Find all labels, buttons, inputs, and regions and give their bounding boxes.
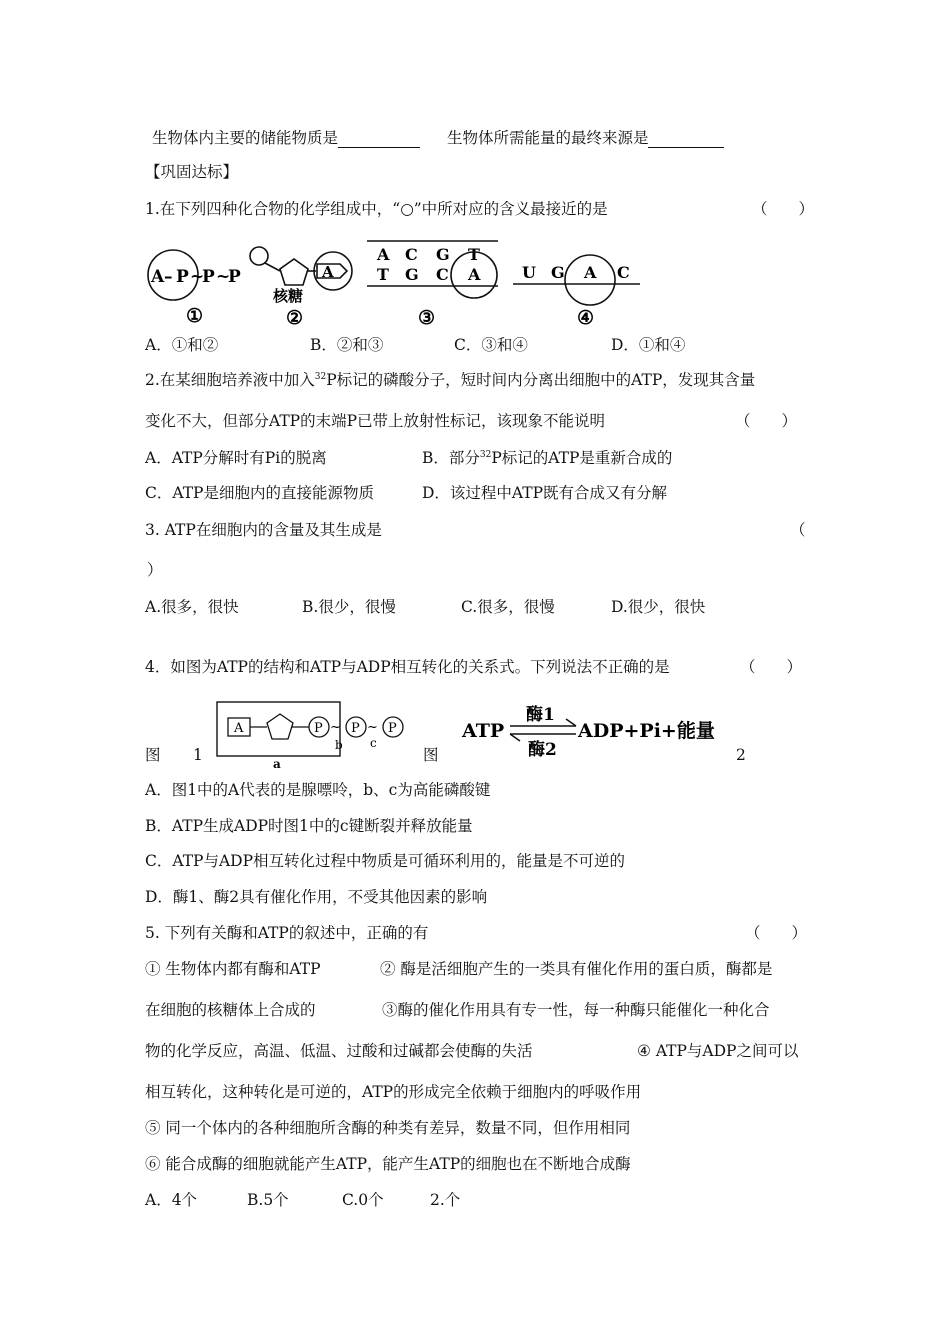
q5-option-a[interactable]: A．4个 bbox=[145, 1191, 198, 1209]
q4-struct-p2: P bbox=[351, 721, 360, 736]
q2-stem-line1 bbox=[145, 370, 755, 390]
q3-paren-close: ） bbox=[147, 561, 163, 579]
top-line bbox=[152, 128, 724, 148]
q5-s2b: 在细胞的核糖体上合成的 bbox=[145, 1001, 316, 1019]
q5-statement-line1 bbox=[145, 959, 773, 979]
q5-options bbox=[145, 1190, 461, 1210]
svg-text:~: ~ bbox=[216, 267, 231, 287]
q4-option-a[interactable]: A．图1中的A代表的是腺嘌呤，b、c为高能磷酸键 bbox=[145, 781, 491, 799]
energy-blank[interactable] bbox=[648, 131, 724, 148]
svg-text:–: – bbox=[164, 267, 173, 287]
q4-fig1-structure bbox=[215, 698, 415, 770]
fig1-atp-formula bbox=[148, 250, 241, 327]
q5-statement-line5: ⑤ 同一个体内的各种细胞所含酶的种类有差异，数量不同，但作用相同 bbox=[145, 1119, 631, 1137]
q2-option-c[interactable]: C．ATP是细胞内的直接能源物质 bbox=[145, 484, 374, 502]
q2-option-b-post: P标记的ATP是重新合成的 bbox=[491, 449, 673, 467]
q4-struct-b: b bbox=[335, 738, 343, 752]
q4-struct-p3: P bbox=[388, 721, 397, 736]
equation-right: ADP+Pi+能量 bbox=[578, 720, 715, 742]
q4-struct-a: a bbox=[273, 757, 281, 770]
q5-option-b[interactable]: B.5个 bbox=[247, 1191, 289, 1209]
q4-struct-p1: P bbox=[314, 721, 323, 736]
q5-option-d[interactable]: 2.个 bbox=[430, 1191, 461, 1209]
fig3-bot-2: C bbox=[436, 265, 449, 284]
fig3-label: ③ bbox=[418, 307, 436, 329]
q5-statement-line4: 相互转化，这种转化是可逆的，ATP的形成完全依赖于细胞内的呼吸作用 bbox=[145, 1083, 642, 1101]
fig1-label: ① bbox=[186, 305, 204, 327]
fig1-p2: P bbox=[202, 267, 215, 287]
fig4-3: C bbox=[617, 263, 630, 282]
q3-option-d[interactable]: D.很少，很快 bbox=[611, 598, 706, 616]
q1-option-a[interactable]: A．①和② bbox=[145, 336, 219, 354]
q2-option-a[interactable]: A．ATP分解时有Pi的脱离 bbox=[145, 449, 327, 467]
q5-statement-line6: ⑥ 能合成酶的细胞就能产生ATP，能产生ATP的细胞也在不断地合成酶 bbox=[145, 1155, 631, 1173]
q2-stem-a: 2.在某细胞培养液中加入 bbox=[145, 371, 315, 389]
fig4-label: ④ bbox=[577, 307, 595, 329]
fig3-top-3: T bbox=[468, 245, 480, 264]
q5-s2a: ② 酶是活细胞产生的一类具有催化作用的蛋白质，酶都是 bbox=[380, 960, 773, 978]
fig2-sugar-label: 核糖 bbox=[273, 287, 304, 305]
fig2-label: ② bbox=[286, 307, 304, 329]
q5-s4a: ④ ATP与ADP之间可以 bbox=[637, 1042, 799, 1060]
fig1-p3: P bbox=[228, 267, 241, 287]
q4-fig1-num: 1 bbox=[193, 746, 203, 764]
fig4-2: A bbox=[584, 263, 597, 282]
fig3-bot-0: T bbox=[377, 265, 389, 284]
q1-stem: 1.在下列四种化合物的化学组成中，“○”中所对应的含义最接近的是 bbox=[145, 200, 608, 218]
q5-stem: 5. 下列有关酶和ATP的叙述中，正确的有 bbox=[145, 924, 429, 942]
fig3-top-2: G bbox=[436, 245, 450, 264]
q2-paren: （ ） bbox=[735, 412, 798, 430]
q3-stem: 3. ATP在细胞内的含量及其生成是 bbox=[145, 521, 382, 539]
q3-option-b[interactable]: B.很少，很慢 bbox=[302, 598, 396, 616]
equation-left: ATP bbox=[462, 720, 505, 742]
fig2-base: A bbox=[322, 263, 334, 281]
q1-figures bbox=[140, 233, 660, 333]
q1-options bbox=[145, 335, 686, 355]
fig3-top-1: C bbox=[405, 245, 418, 264]
fig4-0: U bbox=[522, 263, 536, 282]
q3-option-c[interactable]: C.很多，很慢 bbox=[461, 598, 555, 616]
fig4-1: G bbox=[551, 263, 565, 282]
q2-stem-b: P标记的磷酸分子，短时间内分离出细胞中的ATP，发现其含量 bbox=[326, 371, 756, 389]
fig3-dna bbox=[367, 241, 498, 329]
q1-option-c[interactable]: C．③和④ bbox=[454, 336, 528, 354]
q3-paren-open: （ bbox=[790, 521, 806, 539]
q4-struct-tilde1: ~ bbox=[330, 720, 341, 735]
q5-s3b: 物的化学反应，高温、低温、过酸和过碱都会使酶的失活 bbox=[145, 1042, 533, 1060]
q1-option-d[interactable]: D．①和④ bbox=[611, 336, 686, 354]
svg-text:~: ~ bbox=[190, 267, 205, 287]
fig4-rna bbox=[513, 255, 640, 329]
storage-label: 生物体内主要的储能物质是 bbox=[152, 129, 339, 147]
q3-options bbox=[145, 597, 706, 617]
q1-paren: （ ） bbox=[752, 200, 815, 218]
q4-fig2-equation bbox=[458, 700, 728, 760]
q5-statement-line3 bbox=[145, 1041, 799, 1061]
q4-struct-base: A bbox=[234, 721, 244, 736]
fig2-nucleotide bbox=[250, 247, 352, 329]
q5-s1: ① 生物体内都有酶和ATP bbox=[145, 960, 321, 978]
equation-enzyme1: 酶1 bbox=[526, 705, 555, 725]
fig1-p1: P bbox=[176, 267, 189, 287]
section-title: 【巩固达标】 bbox=[145, 163, 239, 181]
q2-option-b[interactable] bbox=[422, 448, 672, 468]
q4-fig1-word: 图 bbox=[145, 746, 161, 764]
fig3-bot-3: A bbox=[468, 265, 481, 284]
q4-option-d[interactable]: D．酶1、酶2具有催化作用，不受其他因素的影响 bbox=[145, 888, 488, 906]
fig3-top-0: A bbox=[377, 245, 390, 264]
q2-option-b-sup: 32 bbox=[479, 449, 492, 460]
q4-stem: 4．如图为ATP的结构和ATP与ADP相互转化的关系式。下列说法不正确的是 bbox=[145, 658, 670, 676]
q4-option-b[interactable]: B．ATP生成ADP时图1中的c键断裂并释放能量 bbox=[145, 817, 473, 835]
q3-option-a[interactable]: A.很多，很快 bbox=[145, 598, 239, 616]
q4-fig2-word: 图 bbox=[423, 746, 439, 764]
q2-stem-line2: 变化不大，但部分ATP的末端P已带上放射性标记，该现象不能说明 bbox=[145, 412, 606, 430]
q4-struct-c: c bbox=[370, 736, 377, 750]
q1-option-b[interactable]: B．②和③ bbox=[310, 336, 384, 354]
q5-statement-line2 bbox=[145, 1000, 770, 1020]
q5-s3a: ③酶的催化作用具有专一性，每一种酶只能催化一种化合 bbox=[382, 1001, 770, 1019]
q4-struct-tilde2: ~ bbox=[367, 720, 378, 735]
q4-option-c[interactable]: C．ATP与ADP相互转化过程中物质是可循环利用的，能量是不可逆的 bbox=[145, 852, 626, 870]
equation-enzyme2: 酶2 bbox=[528, 740, 557, 760]
storage-blank[interactable] bbox=[338, 131, 420, 148]
q2-option-d[interactable]: D．该过程中ATP既有合成又有分解 bbox=[422, 484, 668, 502]
fig1-a: A bbox=[151, 267, 165, 287]
q4-fig2-num: 2 bbox=[736, 746, 746, 764]
fig3-bot-1: G bbox=[405, 265, 419, 284]
q2-option-b-pre: B．部分 bbox=[422, 449, 480, 467]
q5-option-c[interactable]: C.0个 bbox=[342, 1191, 384, 1209]
q5-paren: （ ） bbox=[745, 924, 808, 942]
q2-sup: 32 bbox=[314, 371, 327, 382]
q4-paren: （ ） bbox=[740, 658, 803, 676]
energy-label: 生物体所需能量的最终来源是 bbox=[446, 129, 649, 147]
